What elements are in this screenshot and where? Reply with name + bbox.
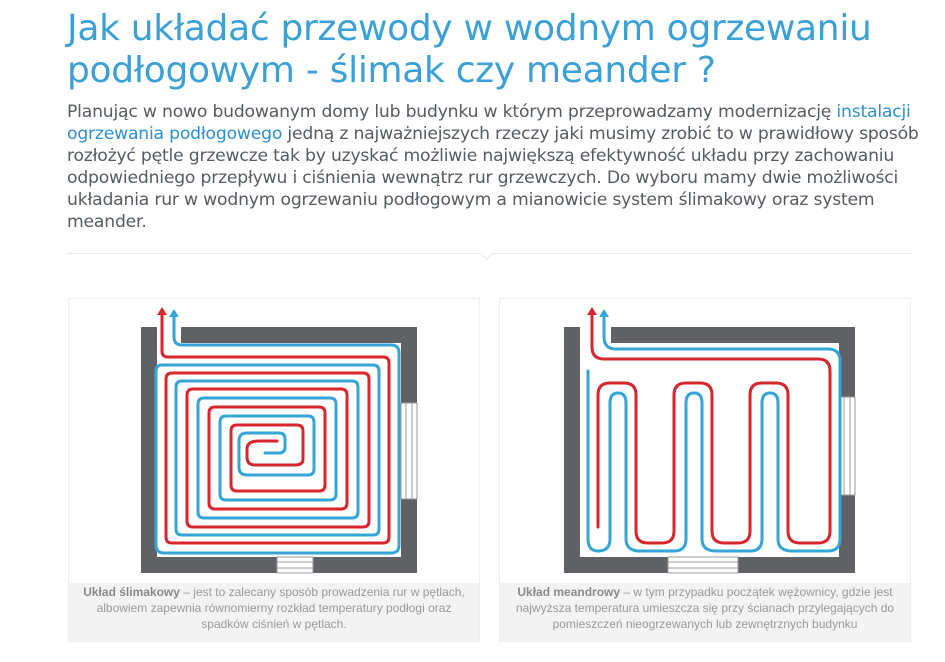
floor-heating-link[interactable]: instalacji ogrzewania podłogowego — [67, 102, 911, 144]
intro-paragraph — [67, 101, 927, 233]
meander-diagram — [500, 299, 910, 583]
spiral-caption-title: Układ ślimakowy — [83, 585, 180, 599]
room-walls — [564, 327, 855, 573]
divider-notch — [480, 247, 493, 260]
cold-pipe-arrow-icon — [599, 309, 609, 317]
page-title: Jak układać przewody w wodnym ogrzewaniu podłogowym - ślimak czy meander ? — [67, 8, 872, 91]
door-bottom — [668, 557, 738, 573]
hot-pipe-arrow-icon — [157, 307, 167, 315]
hot-pipe-arrow-icon — [587, 307, 597, 315]
spiral-layout-panel — [68, 298, 480, 642]
meander-layout-panel — [499, 298, 911, 642]
meander-caption — [500, 583, 910, 641]
spiral-diagram — [69, 299, 479, 583]
intro-text-end: jedną z najważniejszych rzeczy jaki musimy zrobić to w prawidłowy sposób rozłożyć pętle grzewcze tak by uzyskać możliwie największą efektywność układu przy zachowaniu odpowiedniego przepływu i ciśnienia wewnątrz rur grzewczych. Do wyboru mamy dwie możliwości układania rur w wodnym ogrzewaniu podłogowym a mianowicie system ślimakowy oraz system meander. — [67, 124, 919, 232]
meander-caption-text: – w tym przypadku początek wężownicy, gdzie jest najwyższa temperatura umieszcza się przy ścianach przylegających do pomieszczeń nieogrzewanych lub zewnętrznych budynku — [515, 585, 895, 631]
cold-pipe-meander — [588, 313, 840, 551]
meander-caption-title: Układ meandrowy — [517, 585, 621, 599]
cold-pipe-spiral — [156, 313, 399, 553]
intro-text-start: Planując w nowo budowanym domy lub budynku w którym przeprowadzamy modernizację — [67, 102, 837, 122]
door-bottom — [277, 557, 313, 573]
window-right — [401, 403, 417, 499]
spiral-caption — [69, 583, 479, 641]
hot-pipe-meander — [592, 311, 830, 543]
spiral-caption-text: – jest to zalecany sposób prowadzenia rur w pętlach, albowiem zapewnia równomierny rozkład temperatury podłogi oraz spadków ciśnień w pętlach. — [96, 585, 465, 631]
cold-pipe-arrow-icon — [169, 309, 179, 317]
